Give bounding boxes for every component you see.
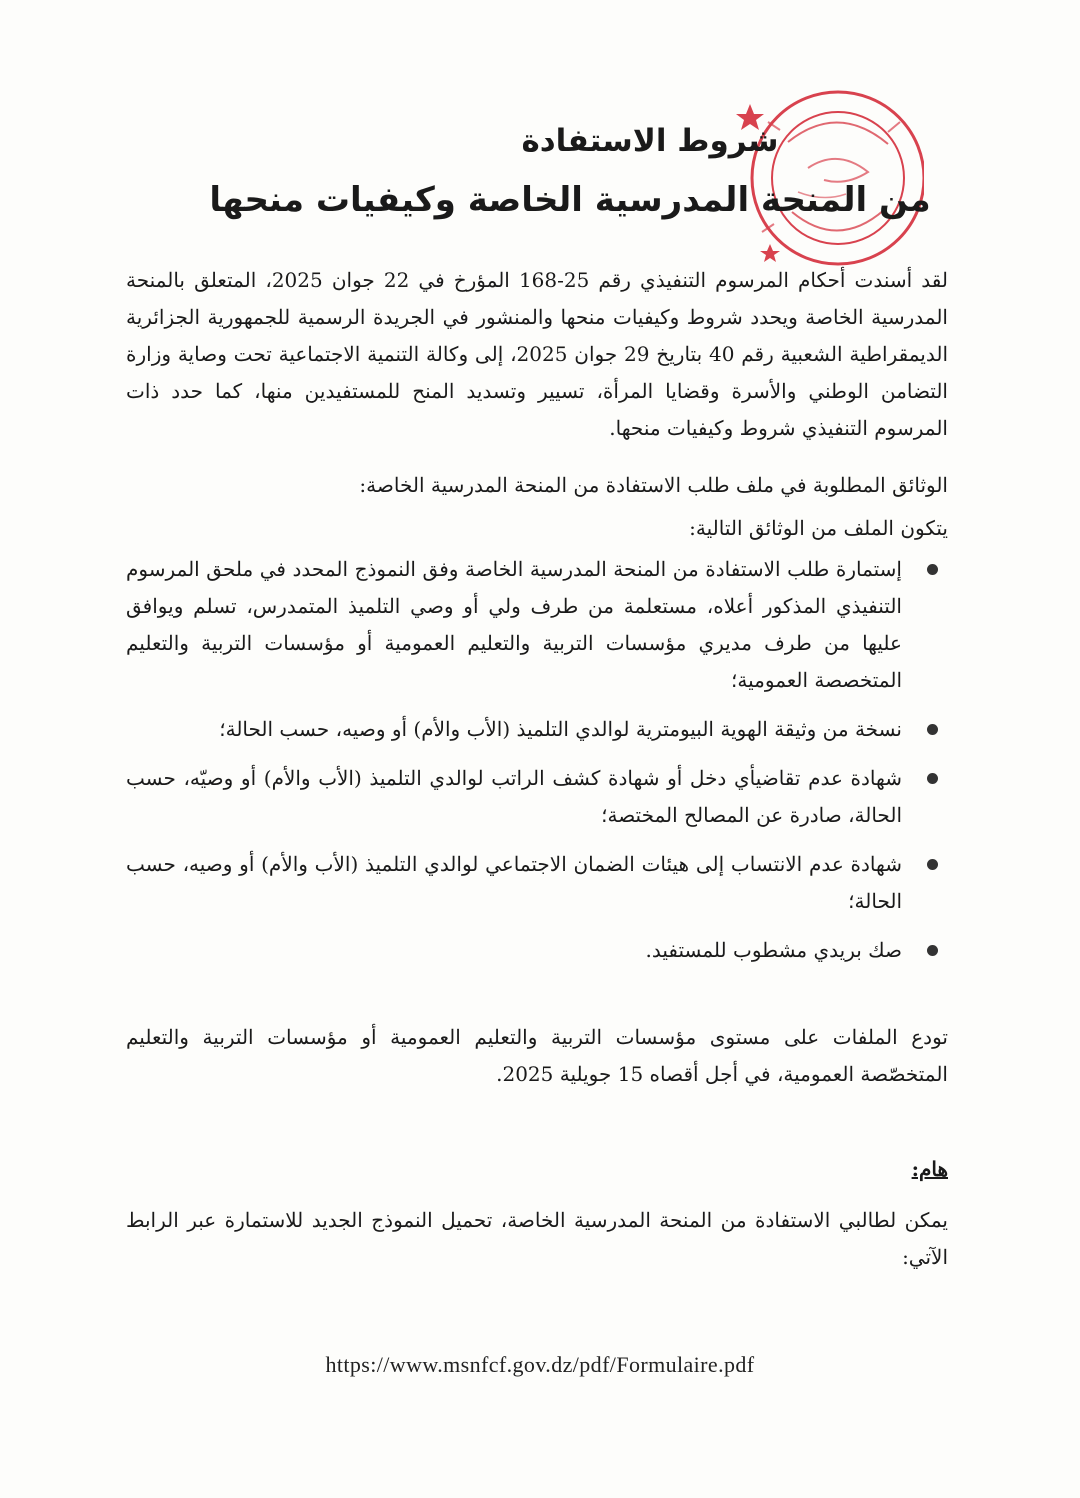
- required-documents-heading: الوثائق المطلوبة في ملف طلب الاستفادة من المنحة المدرسية الخاصة:: [359, 473, 948, 497]
- bullet-icon: [927, 564, 938, 575]
- bullet-icon: [927, 724, 938, 735]
- title-block: [130, 118, 950, 224]
- list-item: [126, 846, 948, 920]
- bullet-icon: [927, 773, 938, 784]
- list-item-text: شهادة عدم تقاضيأي دخل أو شهادة كشف الراتب لوالدي التلميذ (الأب والأم) أو وصيّه، حسب الحالة، صادرة عن المصالح المختصة؛: [126, 766, 902, 827]
- form-download-link[interactable]: https://www.msnfcf.gov.dz/pdf/Formulaire.pdf: [325, 1352, 755, 1377]
- list-item: [126, 551, 948, 699]
- list-item: [126, 711, 948, 748]
- intro-paragraph: لقد أسندت أحكام المرسوم التنفيذي رقم 25-168 المؤرخ في 22 جوان 2025، المتعلق بالمنحة المدرسية الخاصة ويحدد شروط وكيفيات منحها والمنشور في الجريدة الرسمية للجمهورية الجزائرية الديمقراطية الشعبية رقم 40 بتاريخ 29 جوان 2025، إلى وكالة التنمية الاجتماعية تحت وصاية وزارة التضامن الوطني والأسرة وقضايا المرأة، تسيير وتسديد المنح للمستفيدين منها، كما حدد ذات المرسوم التنفيذي شروط وكيفيات منحها.: [126, 268, 949, 440]
- required-documents-lead: يتكون الملف من الوثائق التالية:: [689, 516, 948, 540]
- bullet-icon: [927, 945, 938, 956]
- document-subtitle: من المنحة المدرسية الخاصة وكيفيات منحها: [209, 180, 931, 220]
- important-text: يمكن لطالبي الاستفادة من المنحة المدرسية الخاصة، تحميل النموذج الجديد للاستمارة عبر الرابط الآتي:: [126, 1208, 948, 1269]
- list-item-text: صك بريدي مشطوب للمستفيد.: [645, 938, 902, 962]
- deposit-paragraph: تودع الملفات على مستوى مؤسسات التربية والتعليم العمومية أو مؤسسات التربية والتعليم المتخصّصة العمومية، في أجل أقصاه 15 جويلية 2025.: [126, 1025, 948, 1086]
- list-item-text: شهادة عدم الانتساب إلى هيئات الضمان الاجتماعي لوالدي التلميذ (الأب والأم) أو وصيه، حسب الحالة؛: [126, 852, 902, 913]
- important-label: هام:: [911, 1157, 948, 1181]
- bullet-icon: [927, 859, 938, 870]
- list-item-text: نسخة من وثيقة الهوية البيومترية لوالدي التلميذ (الأب والأم) أو وصيه، حسب الحالة؛: [219, 717, 902, 741]
- document-body: [126, 262, 948, 1276]
- list-item: [126, 760, 948, 834]
- document-title: شروط الاستفادة: [521, 123, 779, 159]
- list-item: [126, 932, 948, 969]
- list-item-text: إستمارة طلب الاستفادة من المنحة المدرسية الخاصة وفق النموذج المحدد في ملحق المرسوم التنفيذي المذكور أعلاه، مستعلمة من طرف ولي أو وصي التلميذ المتمدرس، تسلم ويوافق عليها من طرف مديري مؤسسات التربية والتعليم العمومية أو مؤسسات التربية والتعليم المتخصصة العمومية؛: [126, 557, 902, 692]
- required-documents-list: [126, 551, 948, 969]
